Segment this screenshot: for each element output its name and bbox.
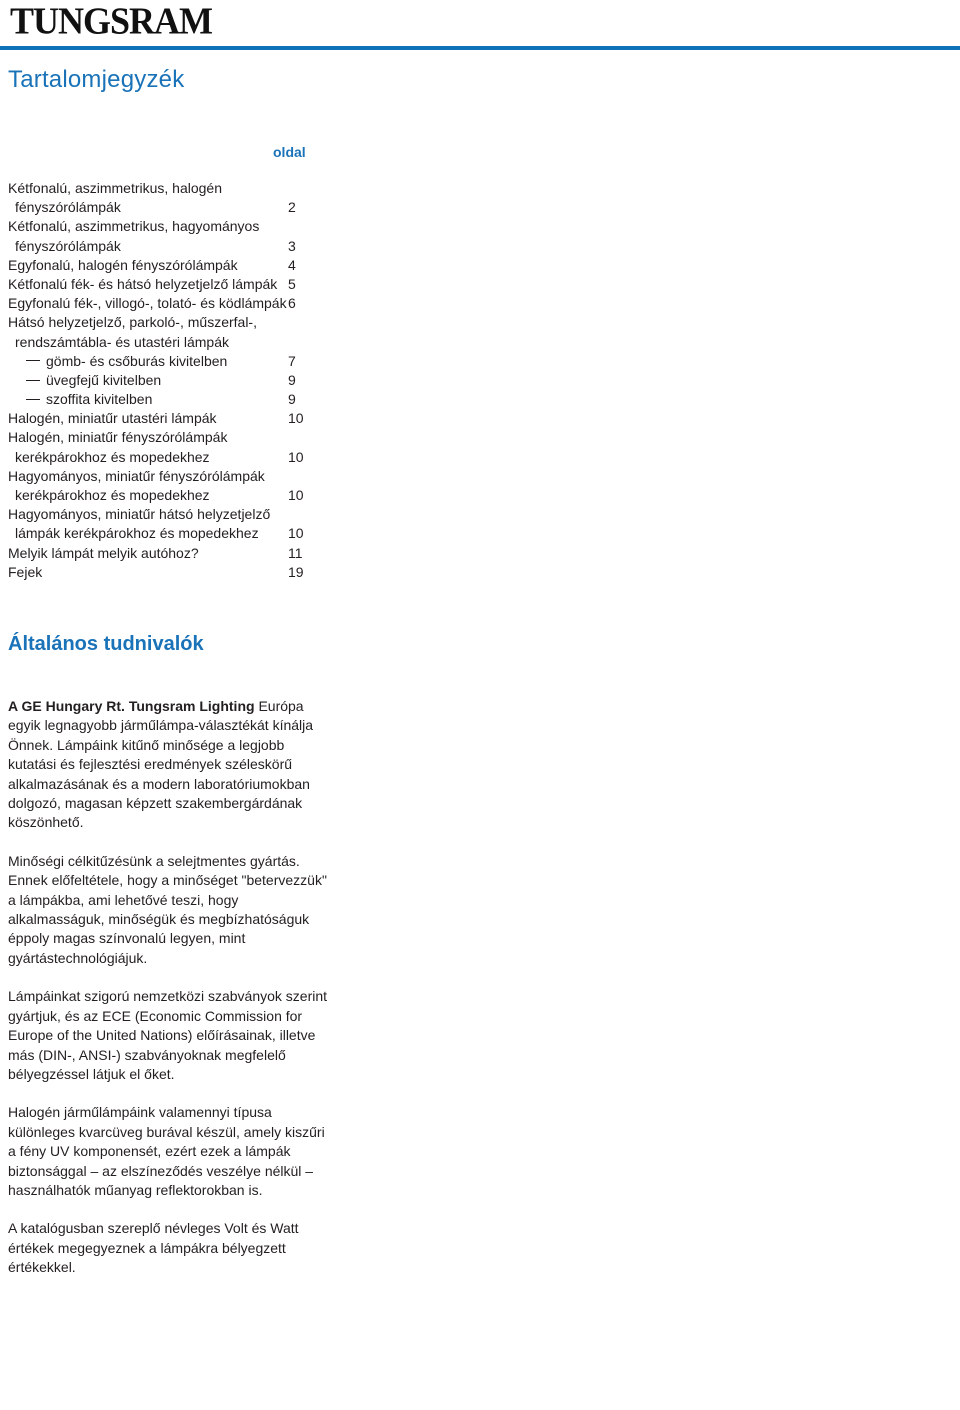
toc-entry: [8, 179, 308, 198]
toc-entry-title: [8, 409, 217, 428]
toc-entry-title: [8, 313, 257, 332]
toc-entry-text: Halogén, miniatűr utastéri lámpák: [8, 410, 217, 427]
toc-entry-text: Hátsó helyzetjelző, parkoló-, műszerfal-,: [8, 314, 257, 331]
toc-entry-title: [8, 544, 199, 563]
toc-entry-text: Egyfonalú fék-, villogó-, tolató- és ködlámpák: [8, 295, 287, 312]
toc-entry: [8, 467, 308, 486]
toc-entry-title: [26, 371, 161, 390]
toc-entry-title: [8, 256, 238, 275]
text-line: alkalmazásának és a modern laboratóriumokban: [8, 775, 310, 792]
toc-entry-text: lámpák kerékpárokhoz és mopedekhez: [15, 525, 259, 542]
text-line: gyártástechnológiájuk.: [8, 949, 148, 966]
text-line: A GE Hungary Rt. Tungsram Lighting Európa: [8, 698, 304, 714]
toc-entry-title: [26, 390, 152, 409]
toc-entry-text: Egyfonalú, halogén fényszórólámpák: [8, 256, 238, 273]
toc-entry-text: fényszórólámpák: [15, 199, 121, 216]
dash-marker: [26, 399, 40, 400]
text-line: alkalmasságuk, minőségük és megbízhatóságuk: [8, 911, 310, 928]
text-line: kutatási és fejlesztési eredmények széleskörű: [8, 756, 293, 773]
text-line: a fény UV komponensét, ezért ezek a lámpák: [8, 1143, 291, 1160]
page-title: Tartalomjegyzék: [8, 66, 185, 93]
toc-entry-text: Melyik lámpát melyik autóhoz?: [8, 544, 199, 561]
toc-entry: [8, 448, 308, 467]
text-line: Önnek. Lámpáink kitűnő minősége a legjobb: [8, 736, 285, 753]
toc-page-number: 10: [288, 410, 304, 427]
general-info-text: [8, 697, 328, 1297]
text-line: egyik legnagyobb járműlámpa-választékát kínálja: [8, 717, 314, 734]
toc-entry: [8, 275, 308, 294]
toc-page-number: 11: [288, 544, 303, 561]
toc-entry-title: [15, 486, 210, 505]
text-line: különleges kvarcüveg burával készül, amely kiszűri: [8, 1123, 325, 1140]
dash-marker: [26, 380, 40, 381]
toc-entry: [8, 524, 308, 543]
toc-entry-title: [15, 333, 229, 352]
toc-entry-text: szoffita kivitelben: [46, 391, 153, 408]
toc-entry: [8, 217, 308, 236]
toc-entry: [8, 409, 308, 428]
toc-entry-text: Kétfonalú, aszimmetrikus, halogén: [8, 180, 222, 196]
toc-entry-text: rendszámtábla- és utastéri lámpák: [15, 333, 229, 350]
toc-page-number: 9: [288, 371, 296, 388]
toc-entry-text: fényszórólámpák: [15, 237, 121, 254]
toc-page-number: 2: [288, 199, 296, 216]
toc-entry-text: Halogén, miniatűr fényszórólámpák: [8, 429, 228, 446]
dash-marker: [26, 360, 40, 361]
toc-entry: [8, 390, 308, 409]
toc-entry-text: Hagyományos, miniatűr hátsó helyzetjelző: [8, 506, 271, 523]
company-name: A GE Hungary Rt. Tungsram Lighting: [8, 698, 255, 714]
toc-page-number: 10: [288, 525, 304, 542]
toc-page-number: 6: [288, 295, 296, 312]
toc-entry-text: gömb- és csőburás kivitelben: [46, 352, 228, 369]
toc-entry-text: üvegfejű kivitelben: [46, 371, 162, 388]
text-line: Halogén járműlámpáink valamennyi típusa: [8, 1104, 272, 1121]
toc-entry-text: Hagyományos, miniatűr fényszórólámpák: [8, 467, 265, 484]
toc-entry: [8, 256, 308, 275]
body-paragraph: [8, 697, 314, 833]
text-line: más (DIN-, ANSI-) szabványoknak megfelelő: [8, 1046, 286, 1063]
tungsram-logo: TUNGSRAM: [10, 0, 213, 42]
text-line: Ennek előfeltétele, hogy a minőséget "betervezzük": [8, 872, 327, 889]
toc-page-number: 4: [288, 256, 296, 273]
toc-entry-title: [15, 237, 121, 256]
toc-page-number: 10: [288, 448, 304, 465]
text-line: Europe of the United Nations) előírásainak, illetve: [8, 1027, 316, 1044]
toc-entry: [8, 333, 308, 352]
toc-entry-text: Kétfonalú, aszimmetrikus, hagyományos: [8, 218, 260, 235]
toc-entry-title: [8, 505, 270, 524]
toc-entry: [8, 371, 308, 390]
toc-entry-title: [15, 524, 259, 543]
text-line: értékek megegyeznek a lámpákra bélyegzett: [8, 1239, 286, 1256]
text-line: Lámpáinkat szigorú nemzetközi szabványok szerint: [8, 988, 328, 1005]
toc-page-number: 10: [288, 487, 304, 503]
body-paragraph: [8, 987, 328, 1084]
text-line: dolgozó, magasan képzett szakembergárdának: [8, 795, 303, 812]
toc-entry: [8, 428, 308, 447]
toc-entry-title: [8, 179, 222, 198]
toc-page-number: 9: [288, 391, 296, 408]
toc-entry-title: [8, 275, 277, 294]
header-bar: [0, 0, 960, 50]
toc-entry-text: kerékpárokhoz és mopedekhez: [15, 448, 210, 465]
toc-entry-text: kerékpárokhoz és mopedekhez: [15, 487, 210, 503]
body-paragraph: [8, 852, 327, 968]
toc-entry-title: [15, 448, 210, 467]
toc-page-column-header: oldal: [273, 144, 306, 160]
text-line: Minőségi célkitűzésünk a selejtmentes gyártás.: [8, 852, 300, 869]
toc-entry-title: [26, 352, 227, 371]
toc-entry-title: [8, 217, 259, 236]
body-paragraph: [8, 1103, 325, 1200]
toc-page-number: 5: [288, 275, 296, 292]
body-paragraph: [8, 1219, 308, 1277]
text-line: A katalógusban szereplő névleges Volt és Watt: [8, 1220, 299, 1237]
text-line: köszönhető.: [8, 814, 84, 831]
toc-entry: [8, 313, 308, 332]
toc-page-number: 3: [288, 237, 296, 254]
text-line: éppoly magas színvonalú legyen, mint: [8, 930, 246, 947]
toc-page-number: 19: [288, 563, 304, 580]
text-line: használhatók műanyag reflektorokban is.: [8, 1181, 263, 1198]
toc-entry-title: [8, 563, 42, 582]
text-line: gyártjuk, és az ECE (Economic Commission for: [8, 1007, 303, 1024]
toc-entry: [8, 486, 308, 505]
toc-entry-title: [8, 294, 287, 313]
toc-entry-text: Fejek: [8, 563, 43, 580]
toc-entry-text: Kétfonalú fék- és hátsó helyzetjelző lámpák: [8, 275, 278, 292]
text-line: a lámpákba, ami lehetővé teszi, hogy: [8, 891, 239, 908]
text-line: értékekkel.: [8, 1259, 76, 1276]
table-of-contents: [8, 179, 308, 582]
toc-entry: [8, 198, 308, 217]
text-line: bélyegzéssel látjuk el őket.: [8, 1065, 175, 1082]
toc-page-number: 7: [288, 352, 296, 369]
toc-entry-title: [8, 428, 227, 447]
section-title: Általános tudnivalók: [8, 633, 204, 655]
toc-entry: [8, 544, 308, 563]
toc-entry-title: [15, 198, 121, 217]
toc-entry: [8, 505, 308, 524]
toc-entry: [8, 352, 308, 371]
toc-entry: [8, 563, 308, 582]
toc-entry: [8, 237, 308, 256]
toc-entry: [8, 294, 308, 313]
toc-entry-title: [8, 467, 265, 486]
text-line: biztonsággal – az elszíneződés veszélye nélkül –: [8, 1162, 314, 1179]
